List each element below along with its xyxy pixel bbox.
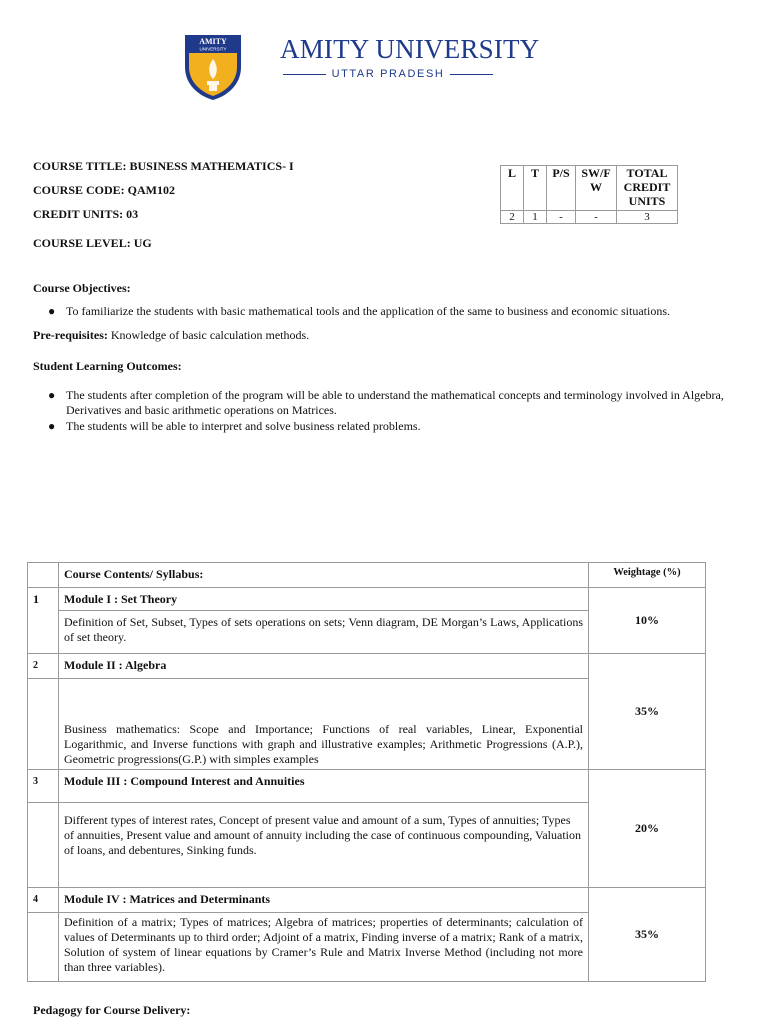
module-title-row: [28, 888, 706, 913]
syllabus-table: [27, 562, 706, 982]
outcomes-heading: Student Learning Outcomes:: [33, 359, 182, 373]
outcome-item: [0, 388, 738, 418]
syllabus-num-header: [28, 563, 59, 588]
module-title: Module I : Set Theory: [59, 588, 589, 611]
pedagogy-heading: Pedagogy for Course Delivery:: [33, 1003, 191, 1017]
module-weightage: 10%: [589, 588, 706, 654]
credit-header-total: TOTAL CREDIT UNITS: [617, 166, 678, 211]
module-number: 1: [28, 588, 59, 654]
outcome-text: The students will be able to interpret and solve business related problems.: [66, 419, 421, 433]
weightage-header: Weightage (%): [589, 563, 706, 588]
credit-header-t: T: [524, 166, 547, 211]
module-title-row: [28, 770, 706, 803]
module-number: 4: [28, 888, 59, 913]
module-title-row: [28, 588, 706, 611]
module-number: 2: [28, 654, 59, 679]
course-code: COURSE CODE: QAM102: [33, 183, 176, 197]
credit-table-values: [501, 211, 678, 224]
credit-header-ps: P/S: [547, 166, 576, 211]
logo-text-university: UNIVERSITY: [199, 46, 227, 52]
module-title: Module III : Compound Interest and Annuities: [59, 770, 589, 803]
module-content: Definition of Set, Subset, Types of sets operations on sets; Venn diagram, DE Morgan’s Laws, Applications of set theory.: [59, 611, 589, 654]
outcome-text: The students after completion of the program will be able to understand the mathematical concepts and terminology involved in Algebra, Derivatives and basic arithmetic operations on Matrices.: [66, 388, 724, 417]
logo-text-amity: AMITY: [199, 37, 227, 46]
objective-item: [0, 304, 740, 319]
campus-name: UTTAR PRADESH: [331, 68, 445, 80]
module-title: Module IV : Matrices and Determinants: [59, 888, 589, 913]
credit-table: [500, 165, 678, 224]
university-logo: [183, 33, 243, 101]
credit-value-l: 2: [501, 211, 524, 224]
course-title: COURSE TITLE: BUSINESS MATHEMATICS- I: [33, 159, 294, 173]
module-weightage: 20%: [589, 770, 706, 888]
module-content: Different types of interest rates, Concept of present value and amount of a sum, Types of annuities; Types of annuities, Present value and amount of annuity including the case of continuous compounding, Valuation of loans, and debentures, Sinking funds.: [59, 803, 589, 888]
credit-value-ps: -: [547, 211, 576, 224]
credit-units: CREDIT UNITS: 03: [33, 207, 139, 221]
module-number: 3: [28, 770, 59, 803]
outcome-item: [0, 419, 738, 434]
module-content: Business mathematics: Scope and Importance; Functions of real variables, Linear, Exponential Logarithmic, and Inverse functions with graph and illustrative examples; Arithmetic Progressions (A.P.), Geometric progressions(G.P.) with simples examples: [59, 679, 589, 770]
course-level: COURSE LEVEL: UG: [33, 236, 152, 250]
prerequisites: [33, 328, 309, 343]
syllabus-header: Course Contents/ Syllabus:: [59, 563, 589, 588]
campus-rule-right: [450, 74, 493, 75]
campus-line: [283, 68, 493, 80]
university-name: AMITY UNIVERSITY: [280, 34, 540, 64]
module-weightage: 35%: [589, 654, 706, 770]
objective-text: To familiarize the students with basic mathematical tools and the application of the same to business and economic situations.: [66, 304, 671, 318]
bullet-icon: ●: [48, 419, 56, 433]
bullet-icon: ●: [48, 388, 56, 402]
credit-value-total: 3: [617, 211, 678, 224]
module-title-row: [28, 654, 706, 679]
objectives-heading: Course Objectives:: [33, 281, 131, 295]
bullet-icon: ●: [48, 304, 56, 318]
credit-header-swfw: SW/F W: [576, 166, 617, 211]
campus-rule-left: [283, 74, 326, 75]
module-content: Definition of a matrix; Types of matrices; Algebra of matrices; properties of determinants; calculation of values of Determinants up to third order; Adjoint of a matrix, Finding inverse of a matrix; Rank of a matrix, Solution of system of linear equations by Cramer’s Rule and Matrix Inverse Method (including not more than three variables).: [59, 913, 589, 982]
module-number-spacer: [28, 679, 59, 770]
module-title: Module II : Algebra: [59, 654, 589, 679]
credit-table-header: [501, 166, 678, 211]
prerequisites-text: Knowledge of basic calculation methods.: [110, 328, 310, 342]
credit-header-l: L: [501, 166, 524, 211]
module-number-spacer: [28, 913, 59, 982]
module-weightage: 35%: [589, 888, 706, 982]
module-number-spacer: [28, 803, 59, 888]
credit-value-t: 1: [524, 211, 547, 224]
syllabus-header-row: [28, 563, 706, 588]
credit-value-swfw: -: [576, 211, 617, 224]
prerequisites-label: Pre-requisites:: [33, 328, 108, 342]
